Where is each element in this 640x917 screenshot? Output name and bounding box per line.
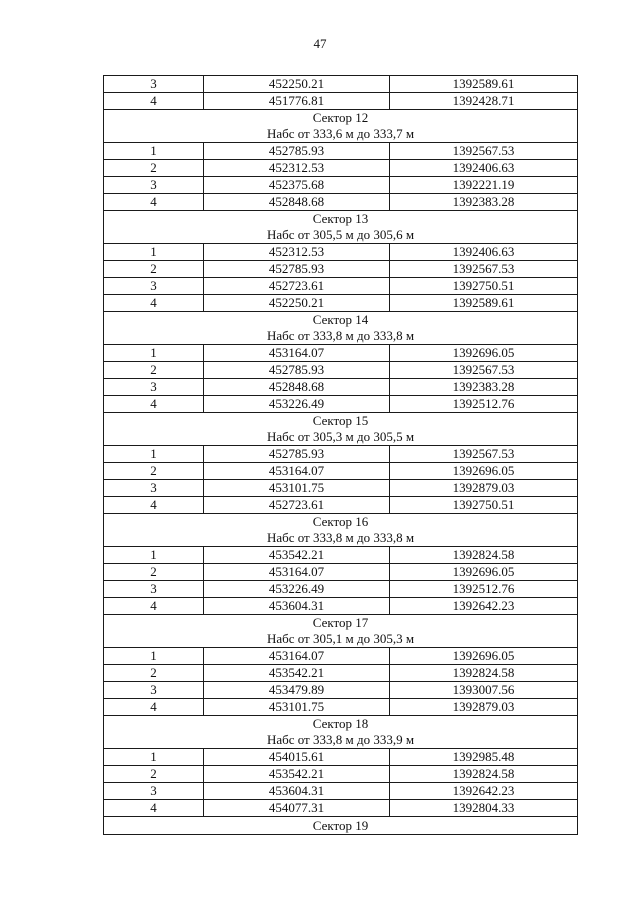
y-coordinate-cell: 1392696.05 xyxy=(390,463,578,480)
y-coordinate-cell: 1392879.03 xyxy=(390,480,578,497)
y-coordinate-cell: 1392824.58 xyxy=(390,665,578,682)
table-row xyxy=(104,446,578,463)
y-coordinate-cell: 1392824.58 xyxy=(390,547,578,564)
table-row xyxy=(104,766,578,783)
table-row xyxy=(104,278,578,295)
x-coordinate-cell: 452312.53 xyxy=(204,160,390,177)
point-number-cell: 4 xyxy=(104,295,204,312)
table-row xyxy=(104,699,578,716)
sector-title: Сектор 15 xyxy=(104,413,578,430)
point-number-cell: 4 xyxy=(104,396,204,413)
y-coordinate-cell: 1392589.61 xyxy=(390,76,578,93)
point-number-cell: 2 xyxy=(104,362,204,379)
point-number-cell: 2 xyxy=(104,564,204,581)
sector-title-row xyxy=(104,514,578,531)
table-row xyxy=(104,749,578,766)
sector-title-row xyxy=(104,716,578,733)
table-row xyxy=(104,194,578,211)
y-coordinate-cell: 1392589.61 xyxy=(390,295,578,312)
sector-elevation-range: Набс от 333,8 м до 333,9 м xyxy=(104,732,578,749)
sector-elevation-range-row xyxy=(104,732,578,749)
point-number-cell: 3 xyxy=(104,379,204,396)
x-coordinate-cell: 452723.61 xyxy=(204,497,390,514)
y-coordinate-cell: 1392824.58 xyxy=(390,766,578,783)
sector-title-row xyxy=(104,110,578,127)
y-coordinate-cell: 1392696.05 xyxy=(390,648,578,665)
y-coordinate-cell: 1392696.05 xyxy=(390,564,578,581)
page-number: 47 xyxy=(313,36,327,51)
y-coordinate-cell: 1392750.51 xyxy=(390,497,578,514)
y-coordinate-cell: 1392804.33 xyxy=(390,800,578,817)
table-row xyxy=(104,564,578,581)
point-number-cell: 1 xyxy=(104,749,204,766)
point-number-cell: 2 xyxy=(104,665,204,682)
table-row xyxy=(104,497,578,514)
sector-title: Сектор 19 xyxy=(104,817,578,835)
y-coordinate-cell: 1392985.48 xyxy=(390,749,578,766)
sector-title-row xyxy=(104,312,578,329)
y-coordinate-cell: 1393007.56 xyxy=(390,682,578,699)
x-coordinate-cell: 452312.53 xyxy=(204,244,390,261)
x-coordinate-cell: 453101.75 xyxy=(204,480,390,497)
x-coordinate-cell: 453542.21 xyxy=(204,547,390,564)
x-coordinate-cell: 453604.31 xyxy=(204,783,390,800)
table-row xyxy=(104,261,578,278)
y-coordinate-cell: 1392512.76 xyxy=(390,581,578,598)
table-row xyxy=(104,295,578,312)
table-row xyxy=(104,547,578,564)
table-row xyxy=(104,396,578,413)
table-row xyxy=(104,160,578,177)
point-number-cell: 4 xyxy=(104,497,204,514)
table-row xyxy=(104,379,578,396)
x-coordinate-cell: 454015.61 xyxy=(204,749,390,766)
sector-title: Сектор 18 xyxy=(104,716,578,733)
x-coordinate-cell: 453164.07 xyxy=(204,345,390,362)
table-row xyxy=(104,800,578,817)
y-coordinate-cell: 1392879.03 xyxy=(390,699,578,716)
point-number-cell: 1 xyxy=(104,143,204,160)
sector-elevation-range: Набс от 333,8 м до 333,8 м xyxy=(104,328,578,345)
coordinates-table-container xyxy=(103,75,577,835)
sector-title-row xyxy=(104,413,578,430)
x-coordinate-cell: 452250.21 xyxy=(204,76,390,93)
point-number-cell: 3 xyxy=(104,480,204,497)
sector-elevation-range-row xyxy=(104,429,578,446)
sector-title: Сектор 16 xyxy=(104,514,578,531)
point-number-cell: 1 xyxy=(104,547,204,564)
point-number-cell: 4 xyxy=(104,699,204,716)
sector-elevation-range-row xyxy=(104,328,578,345)
x-coordinate-cell: 452785.93 xyxy=(204,362,390,379)
sector-elevation-range-row xyxy=(104,631,578,648)
point-number-cell: 3 xyxy=(104,177,204,194)
table-row xyxy=(104,783,578,800)
x-coordinate-cell: 452848.68 xyxy=(204,379,390,396)
sector-title: Сектор 12 xyxy=(104,110,578,127)
sector-elevation-range: Набс от 305,3 м до 305,5 м xyxy=(104,429,578,446)
y-coordinate-cell: 1392406.63 xyxy=(390,244,578,261)
x-coordinate-cell: 453164.07 xyxy=(204,564,390,581)
x-coordinate-cell: 452375.68 xyxy=(204,177,390,194)
point-number-cell: 2 xyxy=(104,160,204,177)
x-coordinate-cell: 453542.21 xyxy=(204,665,390,682)
sector-elevation-range: Набс от 333,8 м до 333,8 м xyxy=(104,530,578,547)
y-coordinate-cell: 1392567.53 xyxy=(390,143,578,160)
table-row xyxy=(104,93,578,110)
y-coordinate-cell: 1392642.23 xyxy=(390,598,578,615)
point-number-cell: 4 xyxy=(104,93,204,110)
x-coordinate-cell: 452250.21 xyxy=(204,295,390,312)
y-coordinate-cell: 1392642.23 xyxy=(390,783,578,800)
sector-elevation-range-row xyxy=(104,126,578,143)
point-number-cell: 1 xyxy=(104,648,204,665)
x-coordinate-cell: 453542.21 xyxy=(204,766,390,783)
sector-title: Сектор 13 xyxy=(104,211,578,228)
x-coordinate-cell: 453164.07 xyxy=(204,463,390,480)
x-coordinate-cell: 452785.93 xyxy=(204,261,390,278)
sector-elevation-range: Набс от 305,1 м до 305,3 м xyxy=(104,631,578,648)
x-coordinate-cell: 453101.75 xyxy=(204,699,390,716)
point-number-cell: 2 xyxy=(104,463,204,480)
point-number-cell: 1 xyxy=(104,345,204,362)
table-row xyxy=(104,244,578,261)
point-number-cell: 4 xyxy=(104,194,204,211)
sector-elevation-range-row xyxy=(104,227,578,244)
point-number-cell: 3 xyxy=(104,76,204,93)
y-coordinate-cell: 1392567.53 xyxy=(390,261,578,278)
table-row xyxy=(104,76,578,93)
sector-title: Сектор 17 xyxy=(104,615,578,632)
x-coordinate-cell: 452723.61 xyxy=(204,278,390,295)
sector-title-row xyxy=(104,615,578,632)
sector-title-row xyxy=(104,817,578,835)
x-coordinate-cell: 452848.68 xyxy=(204,194,390,211)
y-coordinate-cell: 1392567.53 xyxy=(390,446,578,463)
y-coordinate-cell: 1392221.19 xyxy=(390,177,578,194)
table-row xyxy=(104,598,578,615)
table-row xyxy=(104,362,578,379)
table-row xyxy=(104,480,578,497)
coordinates-table-body xyxy=(104,76,578,835)
sector-title-row xyxy=(104,211,578,228)
x-coordinate-cell: 452785.93 xyxy=(204,143,390,160)
point-number-cell: 1 xyxy=(104,244,204,261)
y-coordinate-cell: 1392567.53 xyxy=(390,362,578,379)
table-row xyxy=(104,682,578,699)
point-number-cell: 4 xyxy=(104,800,204,817)
y-coordinate-cell: 1392383.28 xyxy=(390,194,578,211)
point-number-cell: 3 xyxy=(104,278,204,295)
point-number-cell: 1 xyxy=(104,446,204,463)
sector-elevation-range: Набс от 305,5 м до 305,6 м xyxy=(104,227,578,244)
point-number-cell: 4 xyxy=(104,598,204,615)
sector-elevation-range-row xyxy=(104,530,578,547)
table-row xyxy=(104,581,578,598)
table-row xyxy=(104,463,578,480)
y-coordinate-cell: 1392750.51 xyxy=(390,278,578,295)
point-number-cell: 2 xyxy=(104,766,204,783)
x-coordinate-cell: 453226.49 xyxy=(204,396,390,413)
table-row xyxy=(104,648,578,665)
point-number-cell: 3 xyxy=(104,682,204,699)
point-number-cell: 3 xyxy=(104,783,204,800)
point-number-cell: 2 xyxy=(104,261,204,278)
table-row xyxy=(104,143,578,160)
table-row xyxy=(104,177,578,194)
y-coordinate-cell: 1392383.28 xyxy=(390,379,578,396)
y-coordinate-cell: 1392512.76 xyxy=(390,396,578,413)
coordinates-table xyxy=(103,75,578,835)
x-coordinate-cell: 453604.31 xyxy=(204,598,390,615)
table-row xyxy=(104,665,578,682)
sector-title: Сектор 14 xyxy=(104,312,578,329)
x-coordinate-cell: 453226.49 xyxy=(204,581,390,598)
y-coordinate-cell: 1392428.71 xyxy=(390,93,578,110)
point-number-cell: 3 xyxy=(104,581,204,598)
table-row xyxy=(104,345,578,362)
sector-elevation-range: Набс от 333,6 м до 333,7 м xyxy=(104,126,578,143)
x-coordinate-cell: 453164.07 xyxy=(204,648,390,665)
x-coordinate-cell: 452785.93 xyxy=(204,446,390,463)
y-coordinate-cell: 1392406.63 xyxy=(390,160,578,177)
x-coordinate-cell: 453479.89 xyxy=(204,682,390,699)
x-coordinate-cell: 454077.31 xyxy=(204,800,390,817)
y-coordinate-cell: 1392696.05 xyxy=(390,345,578,362)
x-coordinate-cell: 451776.81 xyxy=(204,93,390,110)
